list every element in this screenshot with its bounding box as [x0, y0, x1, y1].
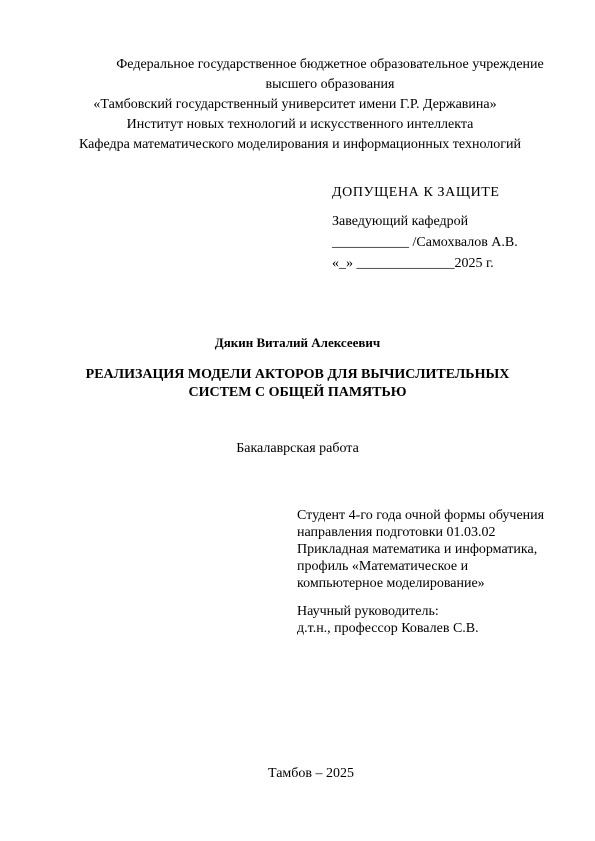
student-line: направления подготовки 01.03.02: [297, 525, 496, 540]
header-line: высшего образования: [265, 77, 395, 92]
student-line: Студент 4-го года очной формы обучения: [297, 508, 545, 523]
header-line: Федеральное государственное бюджетное образовательное учреждение: [116, 57, 544, 72]
approval-title: ДОПУЩЕНА К ЗАЩИТЕ: [332, 185, 500, 200]
student-line: компьютерное моделирование»: [297, 576, 485, 591]
student-info: [297, 507, 544, 592]
thesis-title-line: РЕАЛИЗАЦИЯ МОДЕЛИ АКТОРОВ ДЛЯ ВЫЧИСЛИТЕЛЬНЫХ: [85, 367, 510, 382]
institution-header: [60, 55, 595, 155]
header-line: Институт новых технологий и искусственного интеллекта: [126, 117, 474, 132]
author-name: Дякин Виталий Алексеевич: [214, 335, 381, 350]
approval-position: Заведующий кафедрой: [332, 214, 469, 229]
approval-block: [332, 183, 518, 274]
thesis-title: [0, 366, 595, 402]
student-line: профиль «Математическое и: [297, 559, 469, 574]
approval-signature: ___________ /Самохвалов А.В.: [332, 235, 518, 250]
student-line: Прикладная математика и информатика,: [297, 542, 538, 557]
city-year: Тамбов – 2025: [267, 766, 354, 781]
approval-date: «_» ______________2025 г.: [332, 256, 494, 271]
thesis-title-line: СИСТЕМ С ОБЩЕЙ ПАМЯТЬЮ: [188, 385, 407, 400]
work-type: Бакалаврская работа: [236, 441, 359, 456]
supervisor-name: д.т.н., профессор Ковалев С.В.: [297, 621, 479, 636]
header-line: «Тамбовский государственный университет имени Г.Р. Державина»: [93, 97, 497, 112]
supervisor-label: Научный руководитель:: [297, 604, 439, 619]
header-line: Кафедра математического моделирования и информационных технологий: [79, 137, 521, 152]
supervisor-info: [297, 603, 479, 637]
